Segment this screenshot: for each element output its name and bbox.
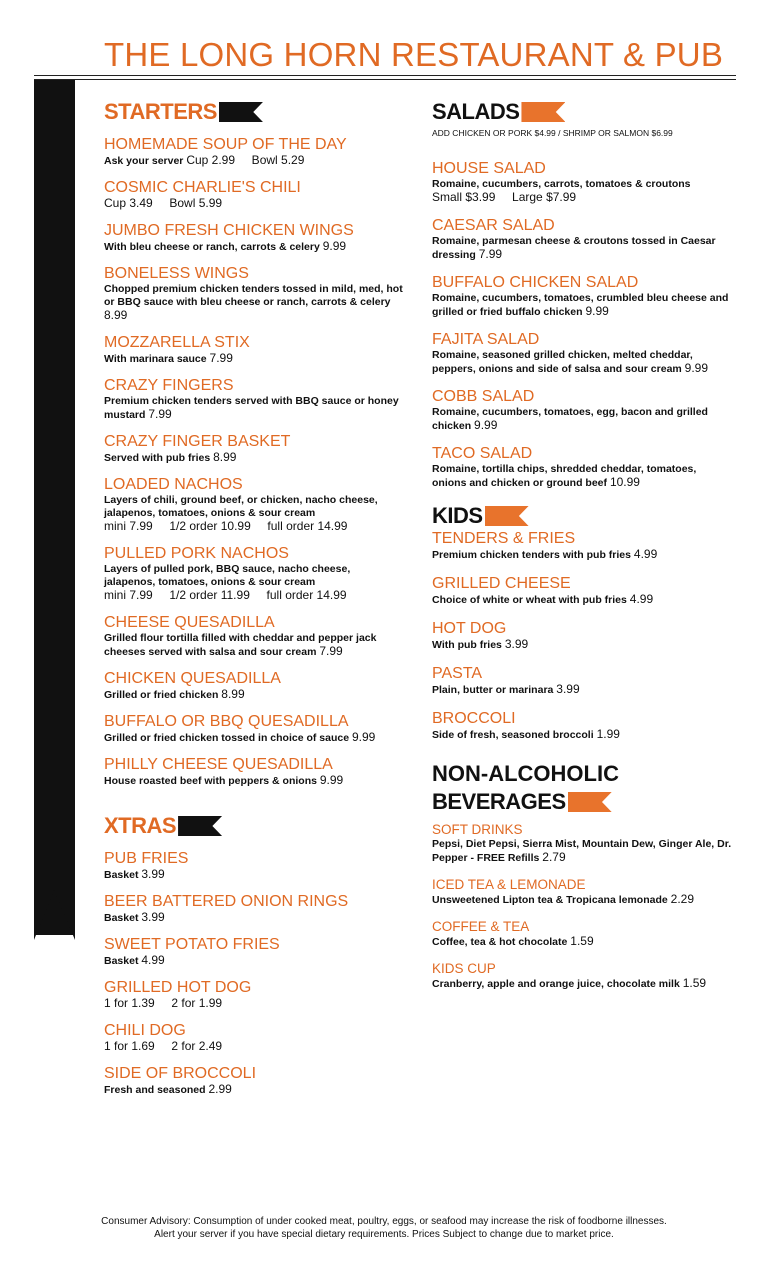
item-price: 3.99 xyxy=(504,637,529,651)
item-description xyxy=(104,197,404,211)
item-desc-text: Basket xyxy=(104,912,139,924)
menu-item xyxy=(104,713,404,745)
item-name: BUFFALO CHICKEN SALAD xyxy=(432,274,639,291)
item-description xyxy=(104,868,404,882)
side-banner xyxy=(34,80,104,935)
flag-icon xyxy=(219,102,263,122)
item-description xyxy=(104,731,404,745)
kids-list xyxy=(432,530,732,742)
item-price: 4.99 xyxy=(629,592,654,606)
item-price: 4.99 xyxy=(141,953,165,967)
item-description xyxy=(104,632,404,659)
item-desc-text: Romaine, cucumbers, tomatoes, egg, bacon and grilled chicken xyxy=(432,406,708,432)
item-price: 1.99 xyxy=(596,727,620,741)
item-desc-text: Chopped premium chicken tenders tossed in mild, med, hot or BBQ sauce with bleu cheese or ranch, carrots & celery xyxy=(104,283,403,308)
item-desc-text: Plain, butter or marinara xyxy=(432,684,554,696)
menu-item xyxy=(432,530,732,562)
item-description xyxy=(432,893,732,907)
item-description xyxy=(432,349,732,376)
menu-item xyxy=(104,476,404,534)
item-description xyxy=(432,838,732,865)
restaurant-title: THE LONG HORN RESTAURANT & PUB xyxy=(104,36,724,73)
item-name: BONELESS WINGS xyxy=(104,265,249,282)
item-name: MOZZARELLA STIX xyxy=(104,334,250,351)
menu-item xyxy=(104,1022,404,1054)
starters-title: STARTERS xyxy=(104,99,217,124)
flag-icon xyxy=(568,792,612,812)
item-description xyxy=(104,494,404,534)
item-price: 3.99 xyxy=(141,910,165,924)
item-desc-text: With bleu cheese or ranch, carrots & celery xyxy=(104,241,320,253)
advisory-line-2: Alert your server if you have special dietary requirements. Prices Subject to change due to market price. xyxy=(154,1229,614,1240)
item-name: PASTA xyxy=(432,665,483,682)
item-name: BEER BATTERED ONION RINGS xyxy=(104,893,349,910)
item-description xyxy=(104,1083,404,1097)
item-desc-text: Side of fresh, seasoned broccoli xyxy=(432,729,594,741)
advisory-line-1: Consumer Advisory: Consumption of under cooked meat, poultry, eggs, or seafood may increase the risk of foodborne illnesses. xyxy=(101,1216,667,1227)
item-desc-text: Ask your server xyxy=(104,155,184,167)
flag-icon xyxy=(178,816,222,836)
flag-icon xyxy=(485,506,529,526)
item-name: CHILI DOG xyxy=(104,1022,186,1039)
item-name: COBB SALAD xyxy=(432,388,535,405)
item-price: 2.29 xyxy=(670,892,694,906)
menu-item xyxy=(432,331,732,376)
item-description xyxy=(104,240,404,254)
item-description xyxy=(104,954,404,968)
item-price: 1 for 1.69 2 for 2.49 xyxy=(104,1039,223,1053)
item-description xyxy=(432,463,732,490)
menu-item xyxy=(432,575,732,607)
menu-item xyxy=(432,388,732,433)
item-description xyxy=(432,593,732,607)
item-name: BUFFALO OR BBQ QUESADILLA xyxy=(104,713,349,730)
menu-item xyxy=(104,377,404,422)
item-description xyxy=(432,406,732,433)
item-name: CRAZY FINGERS xyxy=(104,377,234,394)
item-desc-text: House roasted beef with peppers & onions xyxy=(104,775,317,787)
kids-heading xyxy=(432,502,732,530)
item-name: SIDE OF BROCCOLI xyxy=(104,1065,257,1082)
item-description xyxy=(104,395,404,422)
beverages-title-line1: NON-ALCOHOLIC xyxy=(432,761,619,786)
beverages-list xyxy=(432,822,732,991)
item-desc-text: Premium chicken tenders with pub fries xyxy=(432,549,631,561)
xtras-title: XTRAS xyxy=(104,813,177,838)
starters-list xyxy=(104,136,404,788)
menu-item xyxy=(432,217,732,262)
item-desc-text: With marinara sauce xyxy=(104,353,207,365)
menu-item xyxy=(104,1065,404,1097)
item-name: CHEESE QUESADILLA xyxy=(104,614,275,631)
item-price: 9.99 xyxy=(684,361,709,375)
item-desc-text: Premium chicken tenders served with BBQ sauce or honey mustard xyxy=(104,395,399,421)
item-desc-text: Romaine, cucumbers, carrots, tomatoes & croutons xyxy=(432,178,691,190)
item-price: 7.99 xyxy=(319,644,343,658)
menu-item xyxy=(432,877,732,907)
item-price: 1.59 xyxy=(570,934,594,948)
salads-title: SALADS xyxy=(432,99,520,124)
item-name: GRILLED HOT DOG xyxy=(104,979,252,996)
item-description xyxy=(432,638,732,652)
item-description xyxy=(104,563,404,603)
item-name: COFFEE & TEA xyxy=(432,919,530,934)
item-price: 2.99 xyxy=(208,1082,232,1096)
item-description xyxy=(432,235,732,262)
item-price: 3.99 xyxy=(556,682,580,696)
item-desc-text: Romaine, cucumbers, tomatoes, crumbled bleu cheese and grilled or fried buffalo chicken xyxy=(432,292,729,318)
menu-item xyxy=(432,274,732,319)
item-name: FAJITA SALAD xyxy=(432,331,540,348)
item-name: HOMEMADE SOUP OF THE DAY xyxy=(104,136,347,153)
item-name: CAESAR SALAD xyxy=(432,217,555,234)
item-name: ICED TEA & LEMONADE xyxy=(432,877,586,892)
item-name: BROCCOLI xyxy=(432,710,516,727)
item-desc-text: Basket xyxy=(104,955,139,967)
item-description xyxy=(432,178,732,205)
item-price: 9.99 xyxy=(319,773,344,787)
menu-item xyxy=(432,665,732,697)
item-description xyxy=(432,683,732,697)
item-price: 8.99 xyxy=(221,687,245,701)
item-price: Small $3.99 Large $7.99 xyxy=(432,190,577,204)
item-description xyxy=(432,292,732,319)
item-price: 7.99 xyxy=(209,351,233,365)
item-description xyxy=(432,728,732,742)
menu-item xyxy=(432,961,732,991)
item-name: HOT DOG xyxy=(432,620,507,637)
xtras-heading xyxy=(104,812,404,840)
item-name: JUMBO FRESH CHICKEN WINGS xyxy=(104,222,354,239)
menu-item xyxy=(104,433,404,465)
left-column xyxy=(104,98,404,1108)
item-name: LOADED NACHOS xyxy=(104,476,243,493)
item-name: CRAZY FINGER BASKET xyxy=(104,433,291,450)
menu-item xyxy=(104,545,404,603)
flag-icon xyxy=(521,102,565,122)
item-price: 1.59 xyxy=(682,976,707,990)
item-desc-text: Layers of chili, ground beef, or chicken, nacho cheese, jalapenos, tomatoes, onions & sour cream xyxy=(104,494,378,519)
item-price: 3.99 xyxy=(141,867,165,881)
banner-text: HORN'S PUB GRUB xyxy=(71,210,104,510)
salads-note: ADD CHICKEN OR PORK $4.99 / SHRIMP OR SALMON $6.99 xyxy=(432,128,673,138)
item-description xyxy=(104,451,404,465)
item-price: 4.99 xyxy=(633,547,658,561)
item-desc-text: With pub fries xyxy=(432,639,502,651)
menu-item xyxy=(104,179,404,211)
item-description xyxy=(432,548,732,562)
item-name: KIDS CUP xyxy=(432,961,496,976)
item-name: SOFT DRINKS xyxy=(432,822,523,837)
item-desc-text: Layers of pulled pork, BBQ sauce, nacho cheese, jalapenos, tomatoes, onions & sour cream xyxy=(104,563,351,588)
item-desc-text: Grilled or fried chicken xyxy=(104,689,219,701)
starters-heading xyxy=(104,98,404,126)
item-price: 9.99 xyxy=(352,730,376,744)
right-column xyxy=(432,98,732,1003)
item-price: mini 7.99 1/2 order 11.99 full order 14.99 xyxy=(104,588,347,602)
item-name: SWEET POTATO FRIES xyxy=(104,936,280,953)
item-price: Cup 3.49 Bowl 5.99 xyxy=(104,196,223,210)
menu-item xyxy=(104,136,404,168)
top-rule-2 xyxy=(34,79,736,80)
item-description xyxy=(104,774,404,788)
item-desc-text: Grilled flour tortilla filled with cheddar and pepper jack cheeses served with salsa and sour cream xyxy=(104,632,377,658)
salads-list xyxy=(432,160,732,490)
item-price: mini 7.99 1/2 order 10.99 full order 14.99 xyxy=(104,519,348,533)
item-name: GRILLED CHEESE xyxy=(432,575,571,592)
item-price: 8.99 xyxy=(213,450,237,464)
item-name: TACO SALAD xyxy=(432,445,533,462)
item-name: PULLED PORK NACHOS xyxy=(104,545,289,562)
menu-item xyxy=(432,710,732,742)
item-name: TENDERS & FRIES xyxy=(432,530,576,547)
item-description xyxy=(104,154,404,168)
item-description xyxy=(104,911,404,925)
menu-item xyxy=(104,670,404,702)
menu-item xyxy=(432,822,732,865)
menu-item xyxy=(104,936,404,968)
beverages-title-row xyxy=(432,788,732,816)
item-price: Cup 2.99 Bowl 5.29 xyxy=(186,153,305,167)
menu-item xyxy=(104,614,404,659)
item-desc-text: Romaine, tortilla chips, shredded cheddar, tomatoes, onions and chicken or ground beef xyxy=(432,463,697,489)
top-rule xyxy=(34,75,736,76)
menu-item xyxy=(104,222,404,254)
item-name: PHILLY CHEESE QUESADILLA xyxy=(104,756,333,773)
item-desc-text: Unsweetened Lipton tea & Tropicana lemonade xyxy=(432,894,668,906)
item-desc-text: Romaine, parmesan cheese & croutons tossed in Caesar dressing xyxy=(432,235,716,261)
item-desc-text: Fresh and seasoned xyxy=(104,1084,206,1096)
item-description xyxy=(104,997,404,1011)
item-price: 7.99 xyxy=(478,247,503,261)
item-name: PUB FRIES xyxy=(104,850,189,867)
item-desc-text: Cranberry, apple and orange juice, chocolate milk xyxy=(432,978,680,990)
item-price: 8.99 xyxy=(104,308,128,322)
item-desc-text: Grilled or fried chicken tossed in choice of sauce xyxy=(104,732,350,744)
item-desc-text: Choice of white or wheat with pub fries xyxy=(432,594,627,606)
menu-item xyxy=(432,445,732,490)
banner-notch xyxy=(34,860,75,940)
salads-heading xyxy=(432,98,732,126)
item-desc-text: Romaine, seasoned grilled chicken, melted cheddar, peppers, onions and side of salsa and sour cream xyxy=(432,349,693,375)
item-price: 1 for 1.39 2 for 1.99 xyxy=(104,996,223,1010)
item-name: COSMIC CHARLIE'S CHILI xyxy=(104,179,301,196)
item-desc-text: Served with pub fries xyxy=(104,452,211,464)
item-description xyxy=(432,977,732,991)
xtras-list xyxy=(104,850,404,1097)
item-price: 7.99 xyxy=(148,407,172,421)
item-description xyxy=(104,688,404,702)
beverages-title-line2: BEVERAGES xyxy=(432,789,566,814)
item-price: 9.99 xyxy=(322,239,347,253)
menu-item xyxy=(104,265,404,323)
item-desc-text: Pepsi, Diet Pepsi, Sierra Mist, Mountain Dew, Ginger Ale, Dr. Pepper - FREE Refills xyxy=(432,838,732,864)
menu-item xyxy=(104,850,404,882)
item-desc-text: Basket xyxy=(104,869,139,881)
item-description xyxy=(432,935,732,949)
item-price: 10.99 xyxy=(609,475,640,489)
menu-item xyxy=(432,160,732,205)
item-description xyxy=(104,283,404,323)
menu-item xyxy=(104,893,404,925)
item-price: 2.79 xyxy=(542,850,566,864)
kids-title: KIDS xyxy=(432,503,483,528)
menu-item xyxy=(104,334,404,366)
menu-item xyxy=(104,979,404,1011)
item-price: 9.99 xyxy=(585,304,609,318)
item-price: 9.99 xyxy=(474,418,498,432)
menu-item xyxy=(432,919,732,949)
menu-item xyxy=(432,620,732,652)
item-name: HOUSE SALAD xyxy=(432,160,546,177)
item-description xyxy=(104,1040,404,1054)
consumer-advisory xyxy=(0,1215,768,1241)
menu-item xyxy=(104,756,404,788)
item-desc-text: Coffee, tea & hot chocolate xyxy=(432,936,568,948)
item-name: CHICKEN QUESADILLA xyxy=(104,670,281,687)
beverages-heading xyxy=(432,760,732,816)
item-description xyxy=(104,352,404,366)
